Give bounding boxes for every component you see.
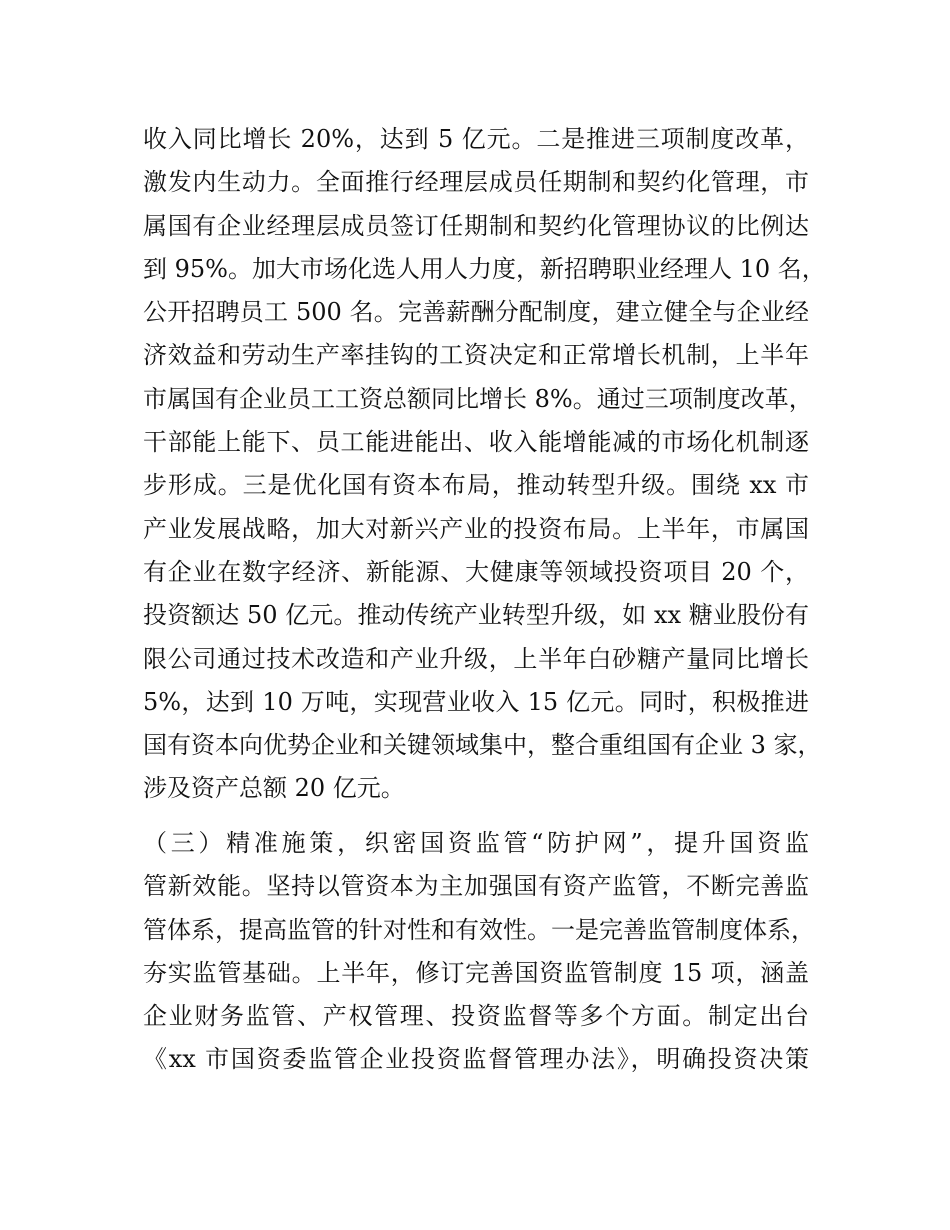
text-line: 激发内生动力。全面推行经理层成员任期制和契约化管理，市 — [143, 168, 809, 197]
text-line: 管新效能。坚持以管资本为主加强国有资产监管，不断完善监 — [143, 872, 809, 901]
text-line: 属国有企业经理层成员签订任期制和契约化管理协议的比例达 — [143, 211, 809, 240]
text-line: 5%，达到 10 万吨，实现营业收入 15 亿元。同时，积极推进 — [143, 687, 809, 716]
text-line: 企业财务监管、产权管理、投资监督等多个方面。制定出台 — [143, 1002, 809, 1031]
section-heading-line: （三）精准施策，织密国资监管“防护网”，提升国资监 — [143, 829, 809, 857]
paragraph-reform-results — [143, 118, 826, 811]
text-line: 到 95%。加大市场化选人用人力度，新招聘职业经理人 10 名， — [143, 254, 826, 283]
text-line: 国有资本向优势企业和关键领域集中，整合重组国有企业 3 家， — [143, 731, 822, 760]
text-line: 管体系，提高监管的针对性和有效性。一是完善监管制度体系， — [143, 915, 815, 944]
text-line: 有企业在数字经济、新能源、大健康等领域投资项目 20 个， — [143, 557, 809, 586]
text-line: 夯实监管基础。上半年，修订完善国资监管制度 15 项，涵盖 — [143, 958, 809, 987]
text-line: 《xx 市国资委监管企业投资监督管理办法》，明确投资决策 — [143, 1045, 809, 1074]
paragraph-supervision — [143, 822, 815, 1082]
text-line: 公开招聘员工 500 名。完善薪酬分配制度，建立健全与企业经 — [143, 298, 809, 327]
text-line: 济效益和劳动生产率挂钩的工资决定和正常增长机制，上半年 — [143, 341, 809, 370]
text-line: 限公司通过技术改造和产业升级，上半年白砂糖产量同比增长 — [143, 644, 809, 673]
text-line: 涉及资产总额 20 亿元。 — [143, 774, 405, 803]
text-line: 投资额达 50 亿元。推动传统产业转型升级，如 xx 糖业股份有 — [143, 601, 809, 630]
text-line: 产业发展战略，加大对新兴产业的投资布局。上半年，市属国 — [143, 514, 809, 543]
text-line: 步形成。三是优化国有资本布局，推动转型升级。围绕 xx 市 — [143, 471, 809, 500]
text-line: 市属国有企业员工工资总额同比增长 8%。通过三项制度改革， — [143, 384, 813, 413]
text-line: 收入同比增长 20%，达到 5 亿元。二是推进三项制度改革， — [143, 125, 809, 153]
text-line: 干部能上能下、员工能进能出、收入能增能减的市场化机制逐 — [143, 428, 809, 457]
